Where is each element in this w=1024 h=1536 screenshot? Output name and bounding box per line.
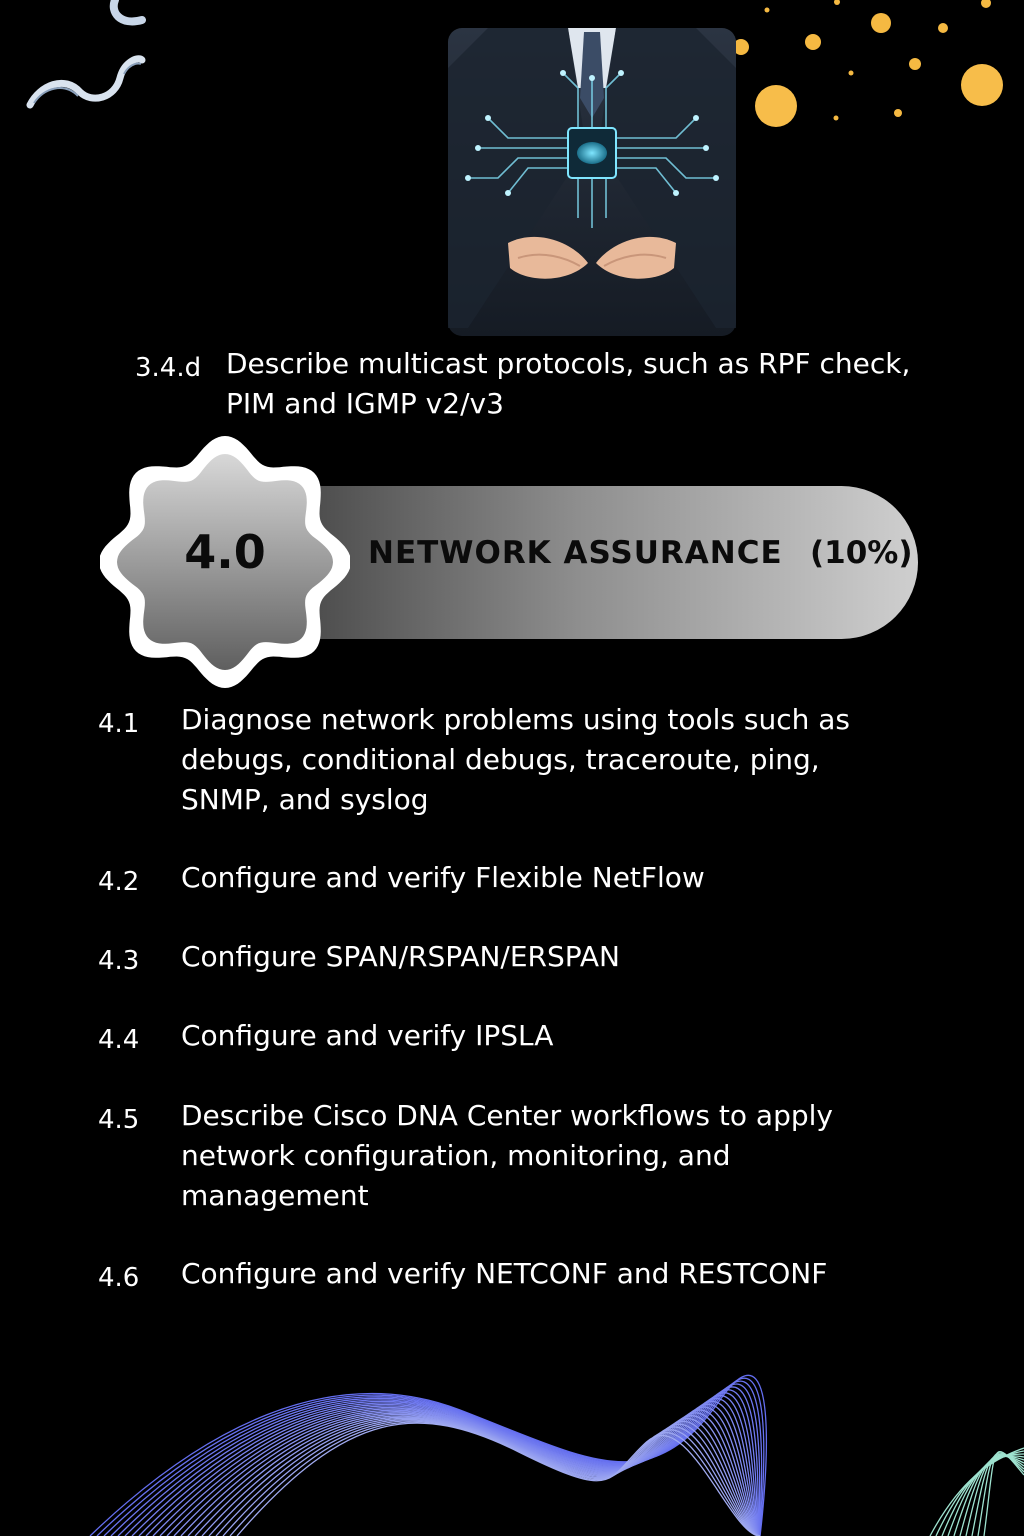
item-text-line: network configuration, monitoring, and	[181, 1139, 731, 1172]
wave-line	[942, 1454, 1024, 1536]
item-text-line: Configure and verify Flexible NetFlow	[181, 861, 705, 894]
item-text-line: Describe Cisco DNA Center workflows to apply	[181, 1099, 833, 1132]
item-text	[181, 700, 961, 820]
item-number: 3.4.d	[135, 353, 202, 383]
item-number: 4.5	[98, 1105, 140, 1135]
wave-lines-decoration	[0, 1370, 1024, 1536]
item-text-line: Configure SPAN/RSPAN/ERSPAN	[181, 940, 620, 973]
swirl-decoration	[20, 0, 150, 110]
section-number: 4.0	[184, 525, 266, 579]
item-number: 4.1	[98, 709, 140, 739]
gold-dots-decoration	[724, 0, 1024, 140]
item-text-line: debugs, conditional debugs, traceroute, ping,	[181, 743, 820, 776]
item-text-line: Configure and verify IPSLA	[181, 1019, 554, 1052]
item-number: 4.6	[98, 1263, 140, 1293]
item-number: 4.2	[98, 867, 140, 897]
item-text	[226, 344, 946, 424]
section-title: NETWORK ASSURANCE	[368, 535, 783, 571]
item-text	[181, 1096, 961, 1216]
item-text	[181, 1016, 961, 1056]
item-text-line: Diagnose network problems using tools such as	[181, 703, 850, 736]
item-text-line: SNMP, and syslog	[181, 783, 429, 816]
item-text-line: PIM and IGMP v2/v3	[226, 387, 504, 420]
item-text-line: management	[181, 1179, 369, 1212]
hero-circuit-brain-image	[448, 28, 736, 336]
item-text-line: Configure and verify NETCONF and RESTCONF	[181, 1257, 828, 1290]
section-weight: (10%)	[810, 535, 913, 571]
item-number: 4.3	[98, 946, 140, 976]
item-text	[181, 937, 961, 977]
item-text-line: Describe multicast protocols, such as RPF check,	[226, 347, 911, 380]
item-number: 4.4	[98, 1025, 140, 1055]
item-text	[181, 1254, 961, 1294]
item-text	[181, 858, 961, 898]
